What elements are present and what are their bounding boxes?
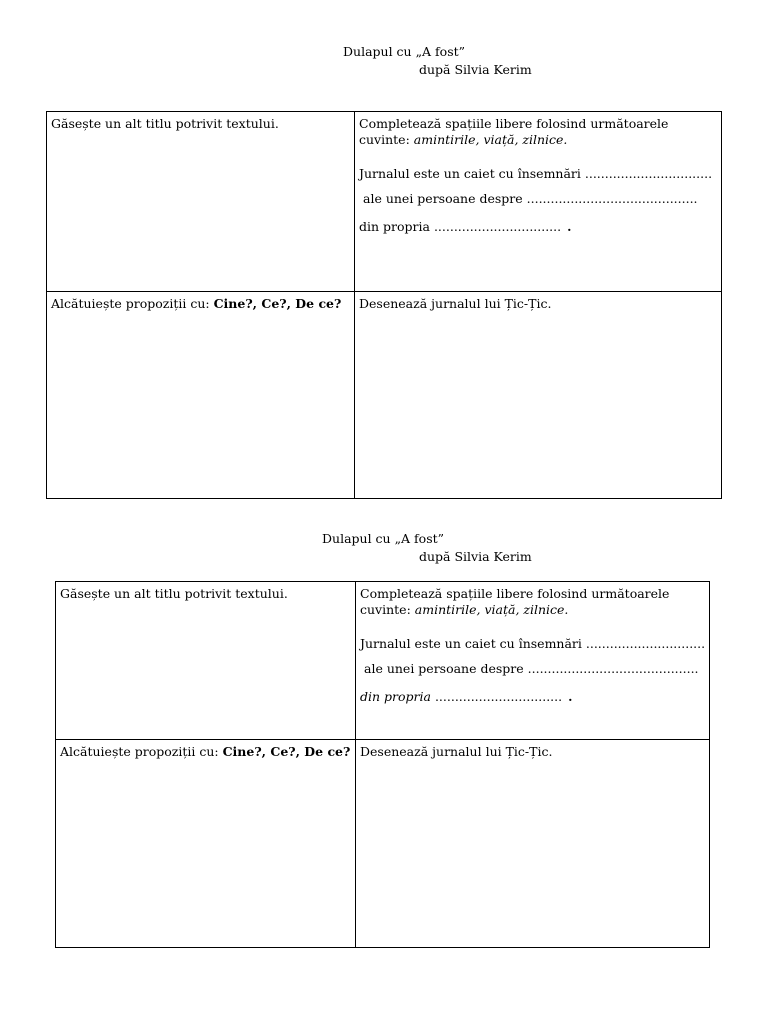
blank-dots[interactable]: ...........................................: [526, 191, 698, 206]
drawing-instruction: Desenează jurnalul lui Țic-Țic.: [360, 744, 553, 759]
find-title-cell[interactable]: [47, 112, 355, 292]
sentence-end-dot: .: [567, 219, 572, 234]
fill-line-text: Jurnalul este un caiet cu însemnări: [360, 636, 582, 651]
find-title-instruction: Găsește un alt titlu potrivit textului.: [51, 116, 279, 131]
fill-in-cell[interactable]: [355, 112, 722, 292]
sentences-cell[interactable]: [56, 740, 356, 948]
fill-line-text: Jurnalul este un caiet cu însemnări: [359, 166, 581, 181]
sentence-end-dot: .: [568, 689, 573, 704]
fill-in-instruction: Completează spațiile libere folosind următoarele cuvinte:: [359, 116, 669, 147]
fill-line-1: [360, 636, 705, 652]
blank-dots[interactable]: ................................: [584, 166, 713, 181]
sentences-cell[interactable]: [47, 292, 355, 499]
word-bank: amintirile, viață, zilnice.: [413, 132, 568, 147]
worksheet-author: după Silvia Kerim: [419, 62, 532, 77]
drawing-cell[interactable]: [356, 740, 710, 948]
question-words: Cine?, Ce?, De ce?: [222, 744, 351, 759]
worksheet-title: Dulapul cu „A fost”: [322, 531, 445, 546]
sentences-instruction: Alcătuiește propoziții cu:: [51, 296, 210, 311]
word-bank: amintirile, viață, zilnice.: [414, 602, 569, 617]
fill-line-3: [359, 219, 717, 235]
blank-dots[interactable]: ..............................: [585, 636, 706, 651]
fill-line-3: [360, 689, 705, 705]
blank-dots[interactable]: ................................: [434, 689, 563, 704]
fill-in-cell[interactable]: [356, 582, 710, 740]
fill-line-1: [359, 166, 717, 182]
blank-dots[interactable]: ...........................................: [527, 661, 699, 676]
worksheet-table: [55, 581, 710, 948]
worksheet-title: Dulapul cu „A fost”: [343, 44, 466, 59]
fill-line-text: din propria: [360, 689, 431, 704]
worksheet-author: după Silvia Kerim: [419, 549, 532, 564]
question-words: Cine?, Ce?, De ce?: [213, 296, 342, 311]
fill-line-text: ale unei persoane despre: [364, 661, 524, 676]
sentences-instruction: Alcătuiește propoziții cu:: [60, 744, 219, 759]
blank-dots[interactable]: ................................: [433, 219, 562, 234]
fill-line-text: din propria: [359, 219, 430, 234]
fill-line-2: [359, 191, 717, 207]
fill-line-text: ale unei persoane despre: [363, 191, 523, 206]
drawing-cell[interactable]: [355, 292, 722, 499]
fill-line-2: [360, 661, 705, 677]
fill-in-instruction: Completează spațiile libere folosind următoarele cuvinte:: [360, 586, 670, 617]
find-title-cell[interactable]: [56, 582, 356, 740]
worksheet-table: [46, 111, 722, 499]
drawing-instruction: Desenează jurnalul lui Țic-Țic.: [359, 296, 552, 311]
find-title-instruction: Găsește un alt titlu potrivit textului.: [60, 586, 288, 601]
